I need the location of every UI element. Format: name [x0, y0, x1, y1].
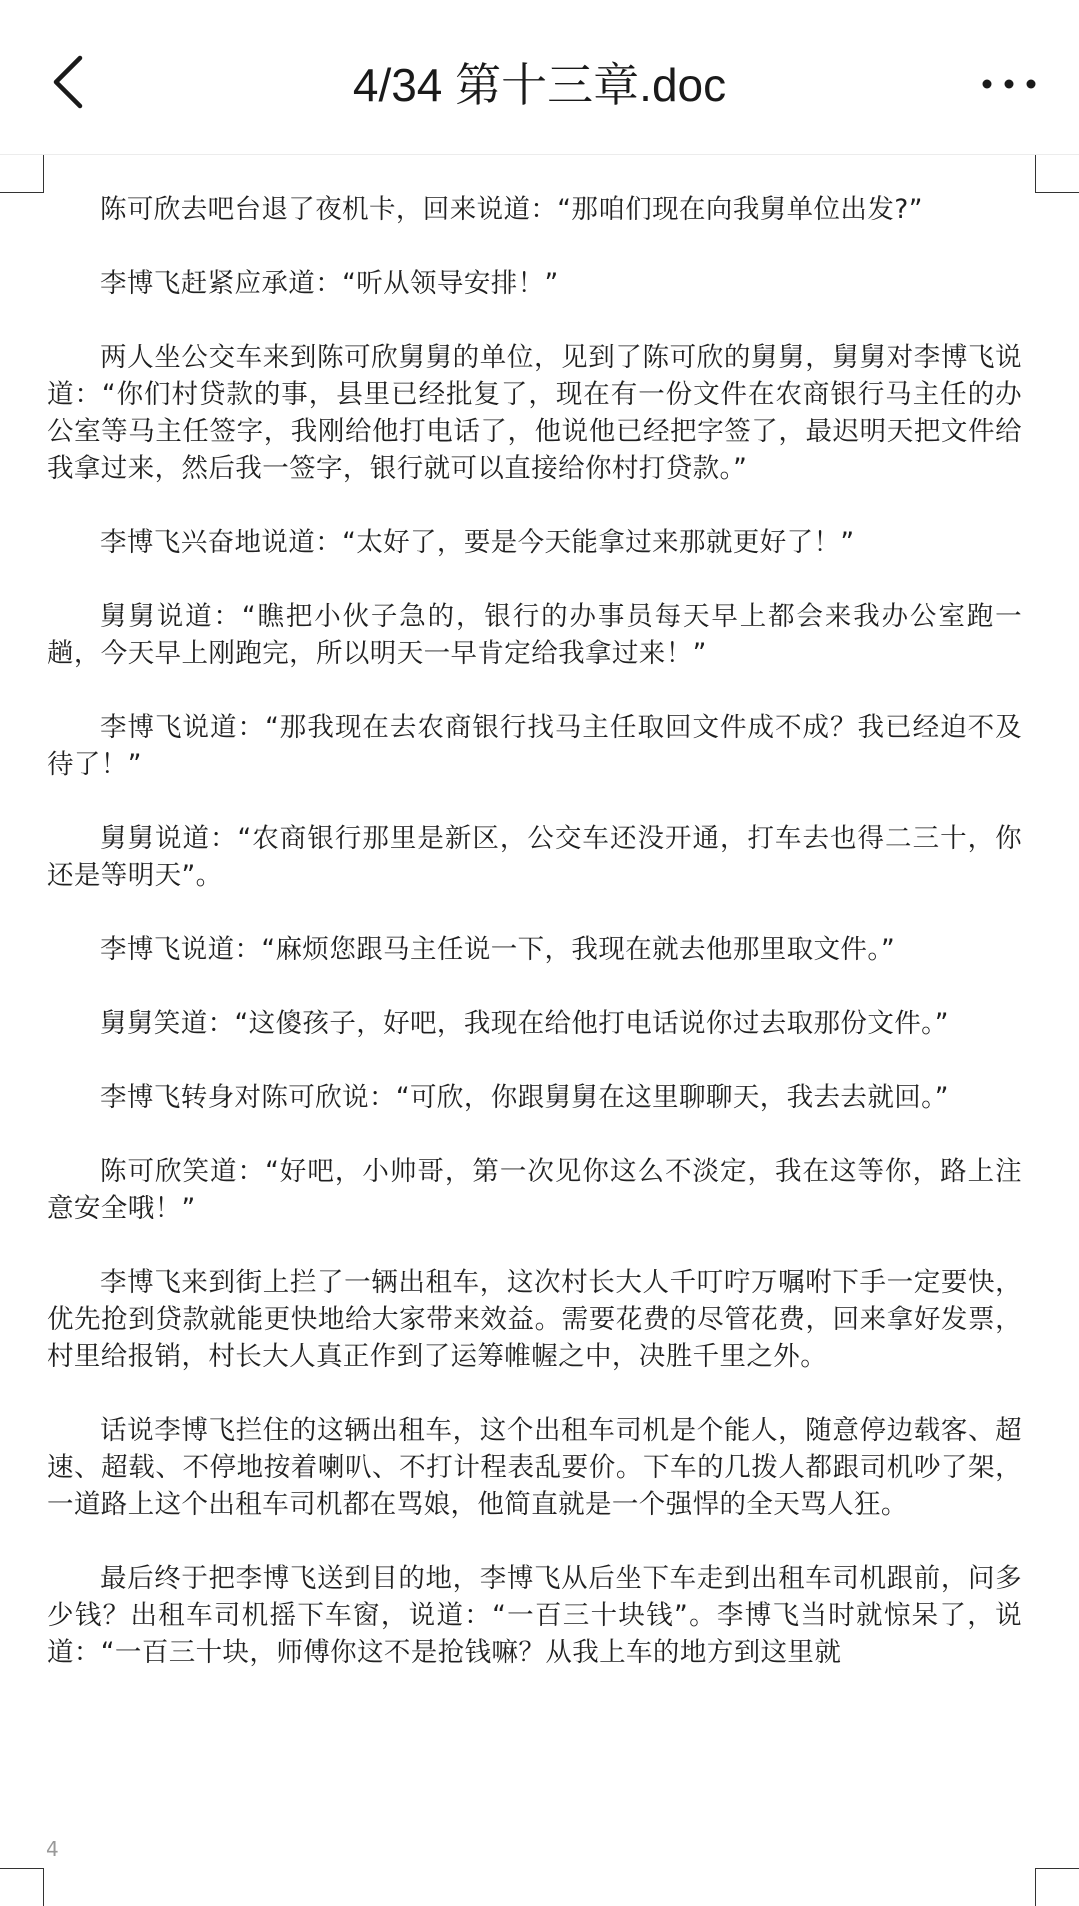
crop-mark-bottom-left	[0, 1868, 44, 1906]
crop-mark-top-right	[1035, 155, 1079, 193]
back-button[interactable]	[40, 46, 96, 118]
paragraph: 李博飞说道：“那我现在去农商银行找马主任取回文件成不成？我已经迫不及待了！”	[47, 712, 1022, 780]
paragraph: 李博飞兴奋地说道：“太好了，要是今天能拿过来那就更好了！”	[100, 527, 855, 558]
document-page[interactable]	[0, 155, 1079, 1906]
document-title: 4/34 第十三章.doc	[352, 59, 727, 111]
document-body	[47, 191, 1022, 1708]
paragraph: 陈可欣去吧台退了夜机卡，回来说道：“那咱们现在向我舅单位出发?”	[100, 194, 923, 225]
paragraph: 李博飞赶紧应承道：“听从领导安排！”	[100, 268, 559, 299]
paragraph: 舅舅说道：“瞧把小伙子急的，银行的办事员每天早上都会来我办公室跑一趟，今天早上刚跑完，所以明天一早肯定给我拿过来！”	[47, 601, 1022, 669]
paragraph: 舅舅说道：“农商银行那里是新区，公交车还没开通，打车去也得二三十，你还是等明天”。	[47, 823, 1022, 891]
paragraph: 舅舅笑道：“这傻孩子，好吧，我现在给他打电话说你过去取那份文件。”	[100, 1008, 949, 1039]
page-number: 4	[46, 1837, 59, 1861]
paragraph: 两人坐公交车来到陈可欣舅舅的单位，见到了陈可欣的舅舅，舅舅对李博飞说道：“你们村贷款的事，县里已经批复了，现在有一份文件在农商银行马主任的办公室等马主任签字，我刚给他打电话了，他说他已经把字签了，最迟明天把文件给我拿过来，然后我一签字，银行就可以直接给你村打贷款。”	[47, 342, 1022, 484]
crop-mark-top-left	[0, 155, 44, 193]
more-horizontal-icon	[979, 76, 1039, 92]
crop-mark-bottom-right	[1035, 1868, 1079, 1906]
top-bar	[0, 0, 1079, 155]
paragraph: 陈可欣笑道：“好吧，小帅哥，第一次见你这么不淡定，我在这等你，路上注意安全哦！”	[47, 1156, 1022, 1224]
paragraph: 话说李博飞拦住的这辆出租车，这个出租车司机是个能人，随意停边载客、超速、超载、不停地按着喇叭、不打计程表乱要价。下车的几拨人都跟司机吵了架，一道路上这个出租车司机都在骂娘，他简直就是一个强悍的全天骂人狂。	[47, 1415, 1022, 1520]
paragraph: 最后终于把李博飞送到目的地，李博飞从后坐下车走到出租车司机跟前，问多少钱？出租车司机摇下车窗，说道：“一百三十块钱”。李博飞当时就惊呆了，说道：“一百三十块，师傅你这不是抢钱嘛？从我上车的地方到这里就	[47, 1563, 1022, 1668]
paragraph: 李博飞转身对陈可欣说：“可欣，你跟舅舅在这里聊聊天，我去去就回。”	[100, 1082, 949, 1113]
paragraph: 李博飞来到街上拦了一辆出租车，这次村长大人千叮咛万嘱咐下手一定要快，优先抢到贷款就能更快地给大家带来效益。需要花费的尽管花费，回来拿好发票，村里给报销，村长大人真正作到了运筹帷幄之中，决胜千里之外。	[47, 1267, 1022, 1372]
chevron-left-icon	[48, 52, 88, 112]
more-options-button[interactable]	[969, 56, 1049, 112]
paragraph: 李博飞说道：“麻烦您跟马主任说一下，我现在就去他那里取文件。”	[100, 934, 896, 965]
